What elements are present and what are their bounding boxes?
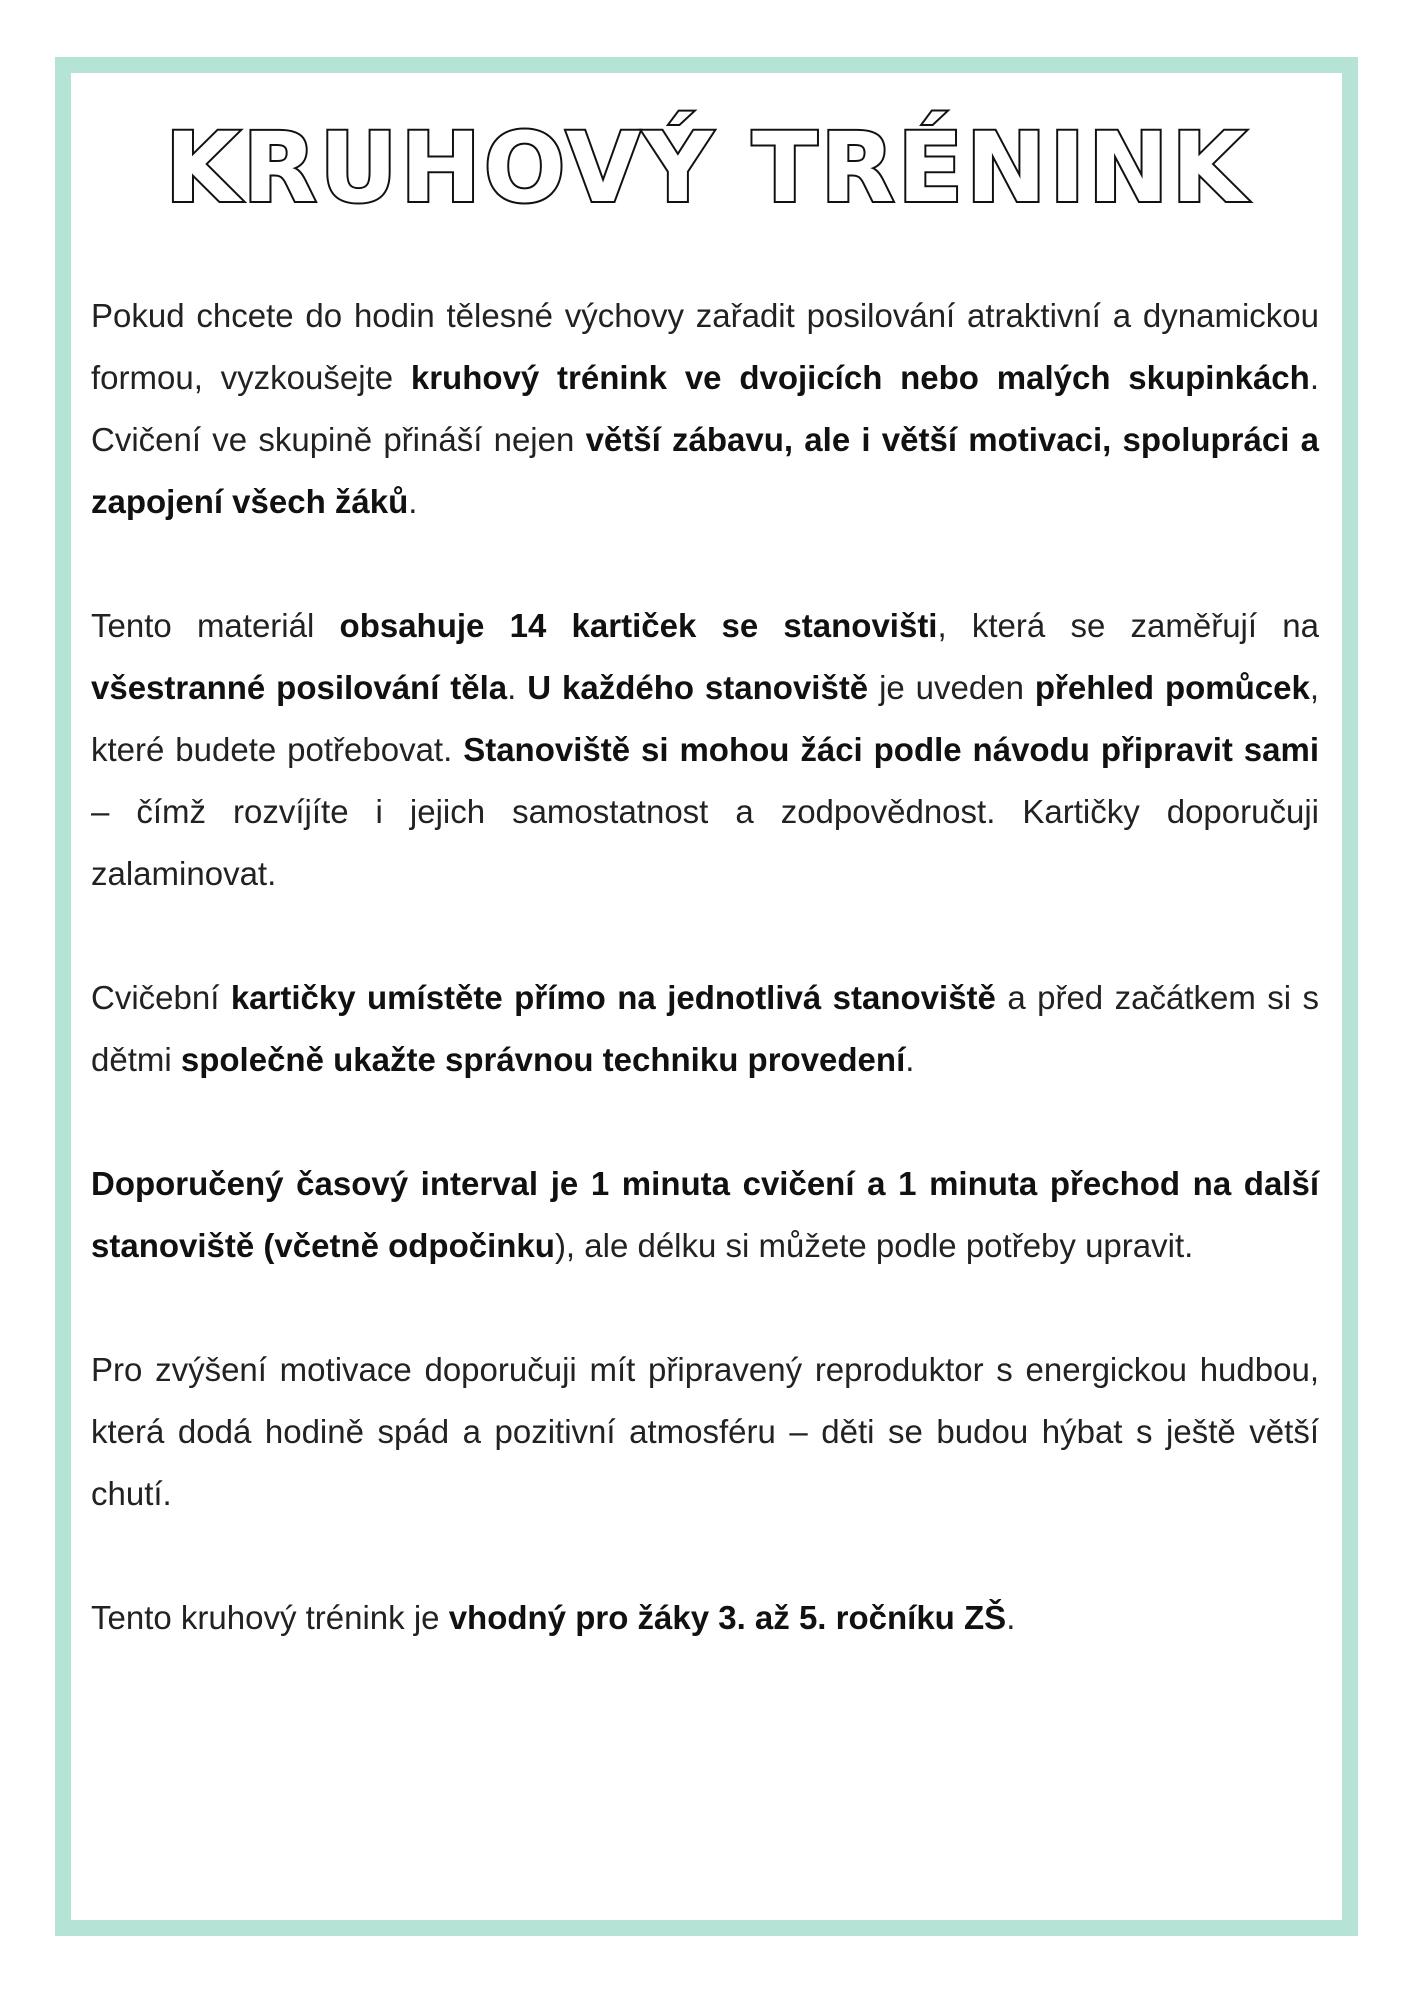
bold-text: všestranné posilování těla (91, 669, 508, 706)
text-segment: Pro zvýšení motivace doporučuji mít připravený reproduktor s energickou hudbou, která dodá hodině spád a pozitivní atmosféru – děti se budou hýbat s ještě větší chutí. (91, 1351, 1319, 1512)
page-title: KRUHOVÝ TRÉNINK (165, 112, 1249, 224)
paragraph-3 (91, 967, 1319, 1091)
document-body (91, 285, 1319, 1649)
text-segment: , které budete potřebovat. (91, 669, 1320, 768)
text-segment: . (905, 1041, 915, 1078)
text-segment: a před začátkem si s dětmi (91, 979, 1319, 1078)
text-segment: ), ale délku si můžete podle potřeby upravit. (554, 1227, 1194, 1264)
bold-text: Doporučený časový interval je 1 minuta cvičení a 1 minuta přechod na další stanoviště (včetně odpočinku (91, 1165, 1319, 1264)
text-segment: Tento materiál (91, 607, 340, 644)
text-segment: . (408, 483, 418, 520)
paragraph-6 (91, 1587, 1319, 1649)
paragraph-5 (91, 1339, 1319, 1525)
text-segment: . (507, 669, 528, 706)
text-segment: – čímž rozvíjíte i jejich samostatnost a zodpovědnost. Kartičky doporučuji zalaminovat. (91, 793, 1319, 892)
text-segment: Pokud chcete do hodin tělesné výchovy zařadit posilování atraktivní a dynamickou formou, vyzkoušejte (91, 297, 1319, 396)
text-segment: Tento kruhový trénink je (91, 1599, 449, 1636)
bold-text: větší zábavu, ale i větší motivaci, spolupráci a zapojení všech žáků (91, 421, 1319, 520)
paragraph-1 (91, 285, 1319, 533)
bold-text: U každého stanoviště (527, 669, 869, 706)
paragraph-2 (91, 595, 1319, 905)
text-segment: , která se zaměřují na (937, 607, 1319, 644)
bold-text: přehled pomůcek (1034, 669, 1310, 706)
text-segment: je uveden (868, 669, 1035, 706)
bold-text: obsahuje 14 kartiček se stanovišti (339, 607, 938, 644)
bold-text: kruhový trénink ve dvojicích nebo malých skupinkách (410, 359, 1310, 396)
bold-text: společně ukažte správnou techniku provedení (180, 1041, 906, 1078)
paragraph-4 (91, 1153, 1319, 1277)
text-segment: . Cvičení ve skupině přináší nejen (91, 359, 1319, 458)
text-segment: Cvičební (91, 979, 231, 1016)
bold-text: kartičky umístěte přímo na jednotlivá stanoviště (230, 979, 996, 1016)
text-segment: . (1006, 1599, 1016, 1636)
bold-text: vhodný pro žáky 3. až 5. ročníku ZŠ (448, 1599, 1007, 1636)
bold-text: Stanoviště si mohou žáci podle návodu připravit sami (463, 731, 1319, 768)
